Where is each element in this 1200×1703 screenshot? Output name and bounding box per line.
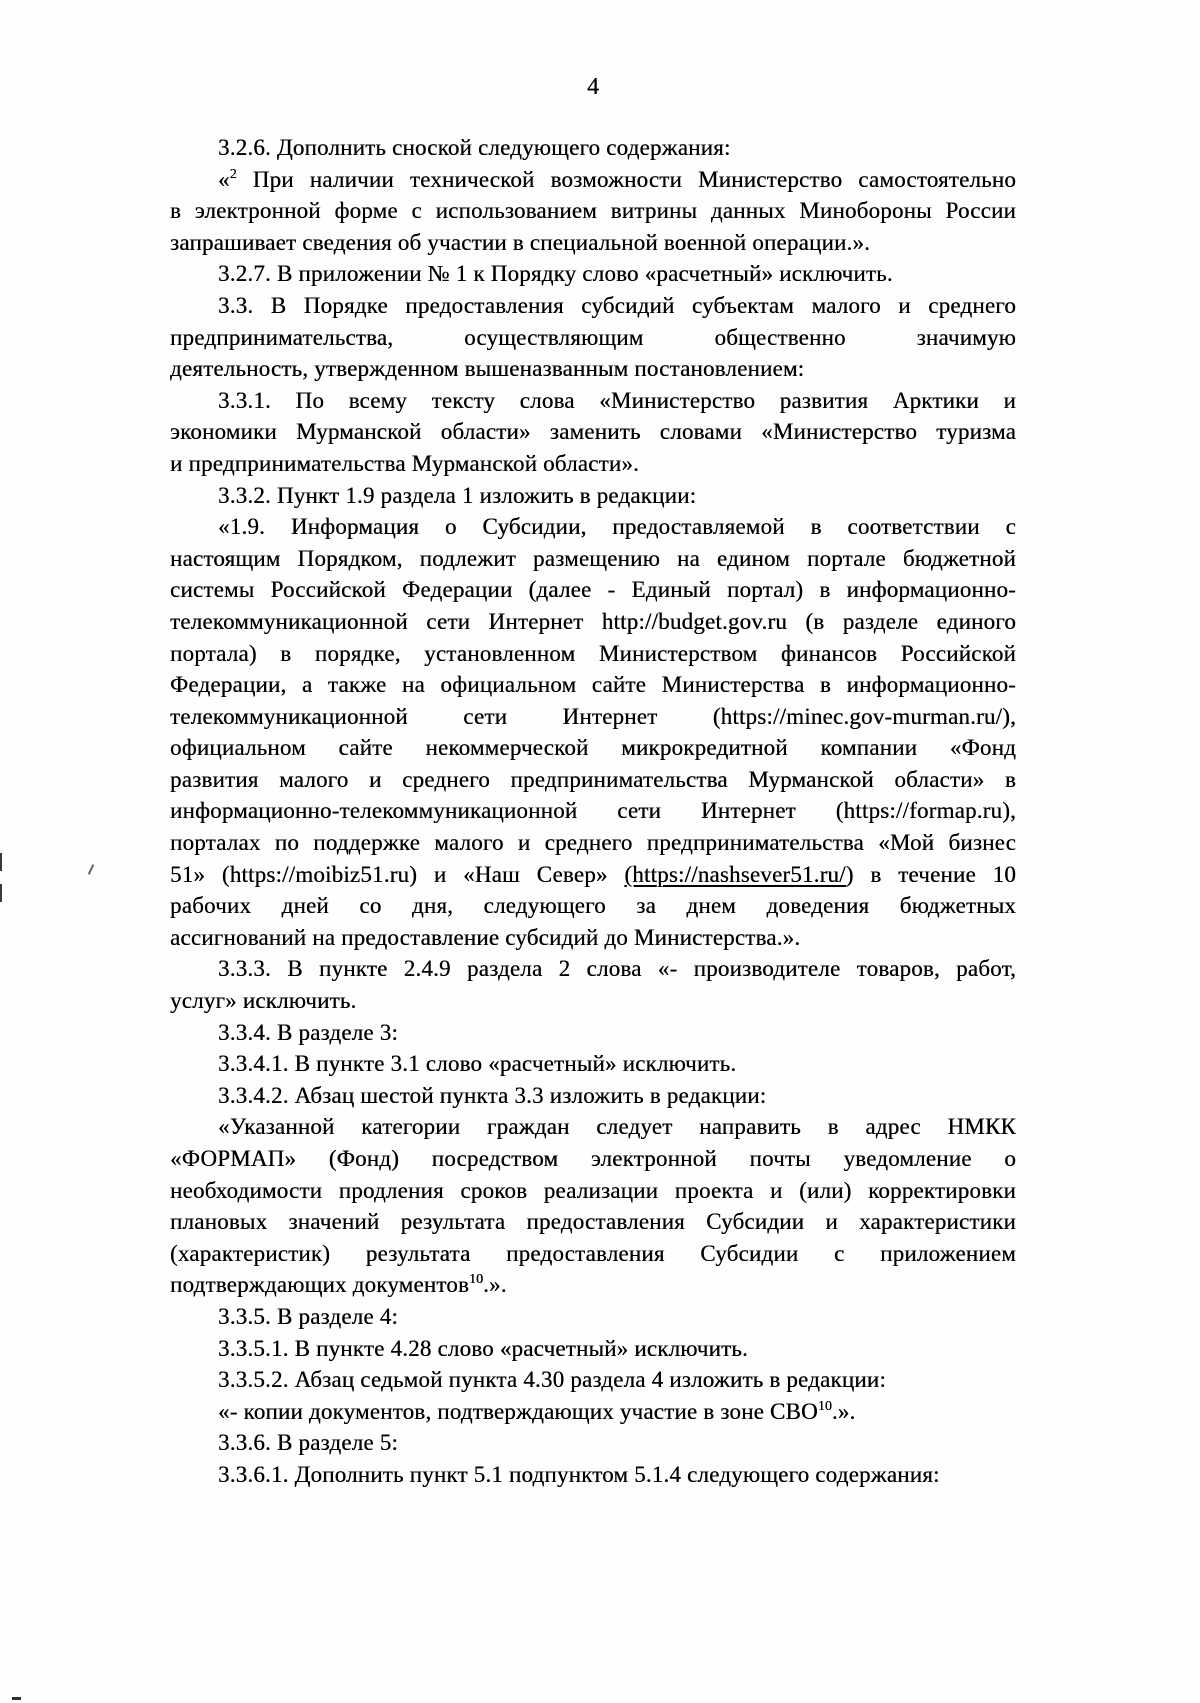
scan-artifact-bottom-dash (12, 1697, 21, 1700)
scan-artifact-edge-line-2 (0, 884, 2, 902)
text-line (170, 1333, 1016, 1365)
text-line (170, 132, 1016, 164)
text-line (170, 638, 1016, 670)
text-run: системы Российской Федерации (далее - Единый портал) в информационно- (170, 577, 1016, 603)
text-run: 3.3.6.1. Дополнить пункт 5.1 подпунктом 5.1.4 следующего содержания: (218, 1461, 940, 1487)
text-line (170, 890, 1016, 922)
document-body (170, 132, 1016, 1491)
scan-artifact-edge-line-1 (0, 853, 2, 871)
text-run: информационно-телекоммуникационной сети Интернет (https://formap.ru), (170, 798, 1016, 824)
scan-artifact-tick (88, 864, 94, 875)
text-line (170, 606, 1016, 638)
text-line (170, 511, 1016, 543)
text-run: и предпринимательства Мурманской области». (170, 450, 639, 476)
text-run: плановых значений результата предоставления Субсидии и характеристики (170, 1209, 1016, 1235)
text-line (170, 827, 1016, 859)
text-line (170, 1111, 1016, 1143)
text-run: запрашивает сведения об участии в специальной военной операции.». (170, 229, 871, 255)
text-line (170, 1301, 1016, 1333)
text-run: телекоммуникационной сети Интернет (https://minec.gov-murman.ru/), (170, 703, 1016, 729)
text-run: «- копии документов, подтверждающих участие в зоне СВО (218, 1398, 818, 1424)
text-line (170, 1238, 1016, 1270)
text-line (170, 922, 1016, 954)
text-run: экономики Мурманской области» заменить словами «Министерство туризма (170, 419, 1016, 445)
text-line (170, 859, 1016, 891)
footnote-marker: 2 (229, 166, 237, 182)
text-run: 3.3.4.2. Абзац шестой пункта 3.3 изложить в редакции: (218, 1082, 767, 1108)
text-run: 3.2.6. Дополнить сноской следующего содержания: (218, 135, 731, 160)
text-run: 3.3.5.1. В пункте 4.28 слово «расчетный» исключить. (218, 1335, 748, 1361)
text-line (170, 258, 1016, 290)
text-line (170, 195, 1016, 227)
text-line (170, 353, 1016, 385)
text-run: ассигнований на предоставление субсидий до Министерства.». (170, 924, 801, 950)
hyperlink-text: (https://nashsever51.ru/ (624, 861, 846, 887)
text-line (170, 1427, 1016, 1459)
page-number: 4 (587, 74, 599, 100)
text-run: 3.3.1. По всему тексту слова «Министерство развития Арктики и (218, 387, 1016, 413)
text-run: « (218, 166, 230, 192)
text-run: 3.3.4.1. В пункте 3.1 слово «расчетный» исключить. (218, 1051, 737, 1077)
text-line (170, 1143, 1016, 1175)
text-run: подтверждающих документов (170, 1272, 470, 1298)
text-run: Федерации, а также на официальном сайте Министерства в информационно- (170, 672, 1016, 698)
text-run: портала) в порядке, установленном Министерством финансов Российской (170, 640, 1016, 666)
text-run: «Указанной категории граждан следует направить в адрес НМКК (218, 1114, 1016, 1140)
text-run: 3.3.5. В разделе 4: (218, 1303, 399, 1329)
text-run: 3.2.7. В приложении № 1 к Порядку слово «расчетный» исключить. (218, 261, 893, 287)
text-run: 3.3.6. В разделе 5: (218, 1430, 399, 1456)
text-run: «1.9. Информация о Субсидии, предоставляемой в соответствии с (218, 514, 1016, 540)
text-line (170, 1459, 1016, 1491)
text-run: услуг» исключить. (170, 988, 357, 1014)
text-run: официальном сайте некоммерческой микрокредитной компании «Фонд (170, 735, 1016, 761)
text-run: 3.3.3. В пункте 2.4.9 раздела 2 слова «- производителе товаров, работ, (218, 956, 1016, 982)
text-line (170, 1364, 1016, 1396)
text-line (170, 732, 1016, 764)
text-line (170, 953, 1016, 985)
text-line (170, 669, 1016, 701)
text-run: деятельность, утвержденном вышеназванным постановлением: (170, 356, 805, 382)
text-line (170, 385, 1016, 417)
text-line (170, 1269, 1016, 1301)
text-line (170, 1048, 1016, 1080)
text-run: 3.3.4. В разделе 3: (218, 1019, 399, 1045)
text-line (170, 416, 1016, 448)
text-line (170, 764, 1016, 796)
text-run: (характеристик) результата предоставления Субсидии с приложением (170, 1240, 1016, 1266)
text-run: ) в течение 10 (845, 861, 1017, 887)
text-line (170, 1175, 1016, 1207)
text-line (170, 574, 1016, 606)
footnote-marker: 10 (469, 1272, 484, 1288)
text-line (170, 985, 1016, 1017)
text-run: 3.3. В Порядке предоставления субсидий субъектам малого и среднего (218, 292, 1016, 318)
text-line (170, 480, 1016, 512)
text-line (170, 1206, 1016, 1238)
text-line (170, 701, 1016, 733)
text-run: При наличии технической возможности Министерство самостоятельно (236, 166, 1016, 192)
footnote-marker: 10 (817, 1398, 832, 1414)
text-run: 3.3.2. Пункт 1.9 раздела 1 изложить в редакции: (218, 482, 697, 508)
text-run: настоящим Порядком, подлежит размещению на едином портале бюджетной (170, 545, 1016, 571)
text-run: телекоммуникационной сети Интернет http://budget.gov.ru (в разделе единого (170, 608, 1016, 634)
text-run: в электронной форме с использованием витрины данных Минобороны России (170, 198, 1016, 224)
text-line (170, 290, 1016, 322)
text-run: .». (483, 1272, 507, 1298)
text-run: развития малого и среднего предпринимательства Мурманской области» в (170, 766, 1016, 792)
text-line (170, 322, 1016, 354)
text-line (170, 1017, 1016, 1049)
text-run: рабочих дней со дня, следующего за днем доведения бюджетных (170, 893, 1016, 919)
text-line (170, 448, 1016, 480)
text-run: предпринимательства, осуществляющим общественно значимую (170, 324, 1016, 350)
text-run: порталах по поддержке малого и среднего предпринимательства «Мой бизнес (170, 830, 1016, 856)
text-line (170, 164, 1016, 196)
text-line (170, 795, 1016, 827)
text-line (170, 543, 1016, 575)
text-line (170, 1396, 1016, 1428)
text-run: «ФОРМАП» (Фонд) посредством электронной почты уведомление о (170, 1146, 1016, 1171)
text-line (170, 1080, 1016, 1112)
text-run: 51» (https://moibiz51.ru) и «Наш Север» (170, 861, 625, 887)
text-line (170, 227, 1016, 259)
text-run: .». (831, 1398, 856, 1424)
text-run: 3.3.5.2. Абзац седьмой пункта 4.30 раздела 4 изложить в редакции: (218, 1367, 886, 1393)
text-run: необходимости продления сроков реализации проекта и (или) корректировки (170, 1177, 1016, 1203)
